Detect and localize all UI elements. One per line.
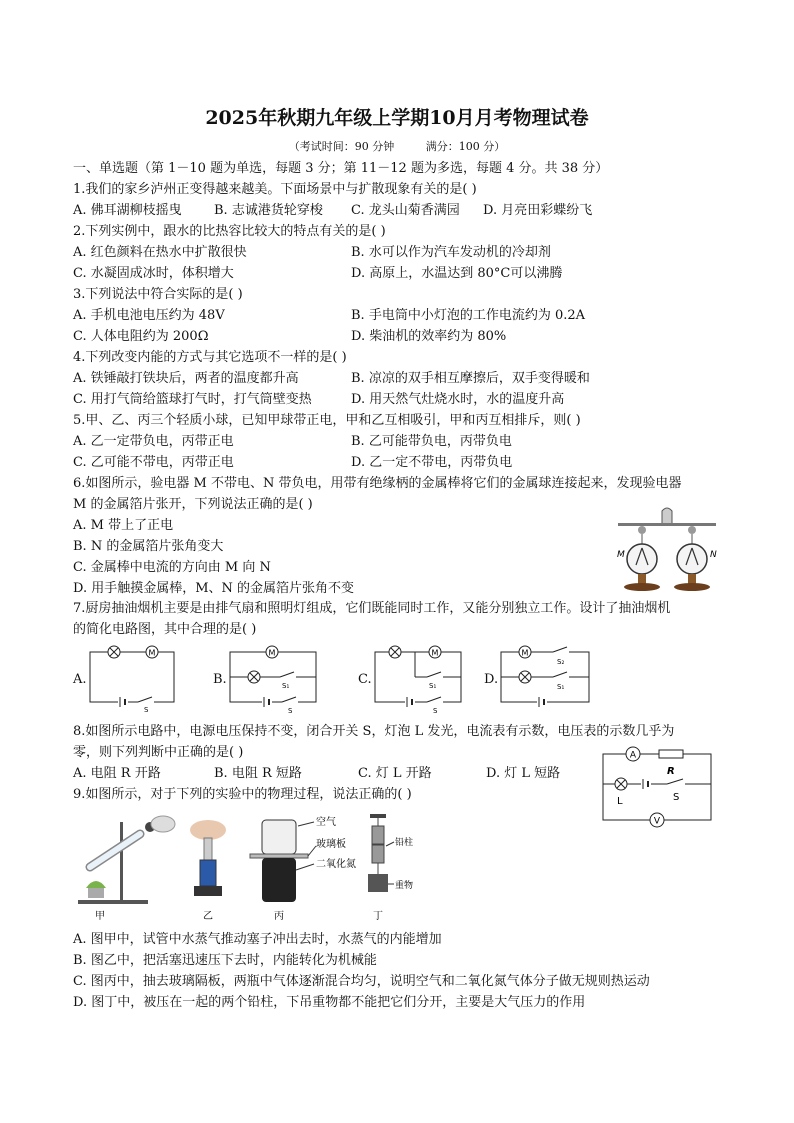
q2-option-d: D. 高原上，水温达到 80°C可以沸腾 — [351, 266, 563, 281]
motor-symbol: M — [431, 648, 439, 658]
q5-option-a: A. 乙一定带负电，丙带正电 — [73, 434, 234, 449]
exam-info — [0, 138, 794, 154]
q9-option-b: B. 图乙中，把活塞迅速压下去时，内能转化为机械能 — [73, 953, 377, 968]
voltmeter-symbol: V — [653, 816, 661, 827]
resistor-label: R — [667, 766, 675, 777]
q4-option-c: C. 用打气筒给篮球打气时，打气筒壁变热 — [73, 392, 312, 407]
q6-option-a: A. M 带上了正电 — [73, 518, 174, 533]
switch-label: S — [433, 707, 438, 715]
q1-option-d: D. 月亮田彩蝶纷飞 — [483, 203, 593, 218]
q3-option-a: A. 手机电池电压约为 48V — [73, 308, 225, 323]
q6-option-d: D. 用手触摸金属棒，M、N 的金属箔片张角不变 — [73, 581, 355, 596]
exam-time: （考试时间：90 分钟 — [288, 140, 395, 153]
switch-label: S — [673, 792, 680, 803]
ammeter-symbol: A — [629, 750, 637, 761]
air-label: 空气 — [316, 817, 336, 828]
q1-option-a: A. 佛耳湖柳枝摇曳 — [73, 203, 182, 218]
q5-option-c: C. 乙可能不带电，丙带正电 — [73, 455, 234, 470]
q8-option-c: C. 灯 L 开路 — [358, 766, 432, 781]
q7-circuit-b — [226, 640, 322, 714]
q7-circuit-c — [371, 640, 467, 714]
q8-stem-line1: 8.如图所示电路中，电源电压保持不变，闭合开关 S，灯泡 L 发光，电流表有示数，电压表的示数几乎为 — [73, 724, 675, 739]
q9-option-d: D. 图丁中，被压在一起的两个铅柱，下吊重物都不能把它们分开，主要是大气压力的作用 — [73, 995, 586, 1010]
q4-option-a: A. 铁锤敲打铁块后，两者的温度都升高 — [73, 371, 299, 386]
q5-stem: 5.甲、乙、丙三个轻质小球，已知甲球带正电，甲和乙互相吸引，甲和丙互相排斥，则( ) — [73, 413, 581, 428]
q6-stem-line1: 6.如图所示，验电器 M 不带电、N 带负电，用带有绝缘柄的金属棒将它们的金属球连接起来，发现验电器 — [73, 476, 682, 491]
switch-s2-label: S₂ — [557, 658, 565, 666]
q1-option-c: C. 龙头山菊香满园 — [351, 203, 460, 218]
q2-stem: 2.下列实例中，跟水的比热容比较大的特点有关的是( ) — [73, 224, 386, 239]
q7-option-b-label: B. — [213, 672, 227, 687]
fig-jia-label: 甲 — [95, 911, 105, 922]
page-title: 2025年秋期九年级上学期10月月考物理试卷 — [205, 107, 589, 129]
q8-circuit — [597, 744, 717, 834]
q5-option-b: B. 乙可能带负电，丙带负电 — [351, 434, 512, 449]
q6-option-c: C. 金属棒中电流的方向由 M 向 N — [73, 560, 271, 575]
label-n: N — [710, 550, 717, 560]
q4-option-d: D. 用天然气灶烧水时，水的温度升高 — [351, 392, 565, 407]
q7-circuit-d — [497, 640, 597, 714]
switch-s1-label: S₁ — [557, 683, 565, 691]
q4-option-b: B. 凉凉的双手相互摩擦后，双手变得暖和 — [351, 371, 590, 386]
q9-stem: 9.如图所示，对于下列的实验中的物理过程，说法正确的( ) — [73, 787, 412, 802]
q6-option-b: B. N 的金属箔片张角变大 — [73, 539, 224, 554]
switch-label: S — [144, 706, 149, 714]
q9-option-a: A. 图甲中，试管中水蒸气推动塞子冲出去时，水蒸气的内能增加 — [73, 932, 442, 947]
electroscope-figure — [612, 503, 722, 595]
lamp-label: L — [617, 796, 623, 807]
fig-yi-label: 乙 — [203, 911, 213, 922]
fig-ding-label: 丁 — [373, 911, 383, 922]
q1-stem: 1.我们的家乡泸州正变得越来越美。下面场景中与扩散现象有关的是( ) — [73, 182, 477, 197]
q8-option-d: D. 灯 L 短路 — [486, 766, 561, 781]
q2-option-a: A. 红色颜料在热水中扩散很快 — [73, 245, 247, 260]
switch-label: S — [288, 707, 293, 715]
no2-label: 二氧化氮 — [316, 859, 356, 870]
q7-circuit-a — [86, 640, 178, 712]
q2-option-b: B. 水可以作为汽车发动机的冷却剂 — [351, 245, 551, 260]
q7-option-c-label: C. — [358, 672, 372, 687]
q2-option-c: C. 水凝固成冰时，体积增大 — [73, 266, 234, 281]
q7-stem-line2: 的简化电路图，其中合理的是( ) — [73, 622, 257, 637]
switch-s1-label: S₁ — [282, 682, 290, 690]
fig-bing-label: 丙 — [274, 911, 284, 922]
q3-option-b: B. 手电筒中小灯泡的工作电流约为 0.2A — [351, 308, 586, 323]
q9-option-c: C. 图丙中，抽去玻璃隔板，两瓶中气体逐渐混合均匀，说明空气和二氧化氮气体分子做无规则热运动 — [73, 974, 650, 989]
lead-label: 铅柱 — [395, 838, 414, 848]
q8-stem-line2: 零，则下列判断中正确的是( ) — [73, 745, 244, 760]
q8-option-a: A. 电阻 R 开路 — [73, 766, 161, 781]
q5-option-d: D. 乙一定不带电，丙带负电 — [351, 455, 513, 470]
q1-option-b: B. 志诚港货轮穿梭 — [214, 203, 323, 218]
label-m: M — [617, 550, 625, 560]
q7-stem-line1: 7.厨房抽油烟机主要是由排气扇和照明灯组成，它们既能同时工作，又能分别独立工作。设计了抽油烟机 — [73, 601, 671, 616]
q7-option-d-label: D. — [484, 672, 499, 687]
motor-symbol: M — [148, 648, 156, 658]
q3-stem: 3.下列说法中符合实际的是( ) — [73, 287, 243, 302]
switch-s1-label: S₁ — [429, 682, 437, 690]
full-score: 满分：100 分） — [425, 140, 506, 153]
q7-option-a-label: A. — [73, 672, 87, 687]
q3-option-d: D. 柴油机的效率约为 80% — [351, 329, 507, 344]
q4-stem: 4.下列改变内能的方式与其它选项不一样的是( ) — [73, 350, 347, 365]
section-heading: 一、单选题（第 1－10 题为单选，每题 3 分；第 11－12 题为多选，每题 4 分。共 38 分） — [73, 161, 609, 176]
q8-option-b: B. 电阻 R 短路 — [214, 766, 302, 781]
motor-symbol: M — [521, 648, 529, 658]
motor-symbol: M — [268, 648, 276, 658]
glass-label: 玻璃板 — [316, 839, 346, 850]
q6-stem-line2: M 的金属箔片张开，下列说法正确的是( ) — [73, 497, 313, 512]
weight-label: 重物 — [395, 881, 414, 891]
q3-option-c: C. 人体电阻约为 200Ω — [73, 329, 209, 344]
q9-figures — [70, 812, 414, 924]
